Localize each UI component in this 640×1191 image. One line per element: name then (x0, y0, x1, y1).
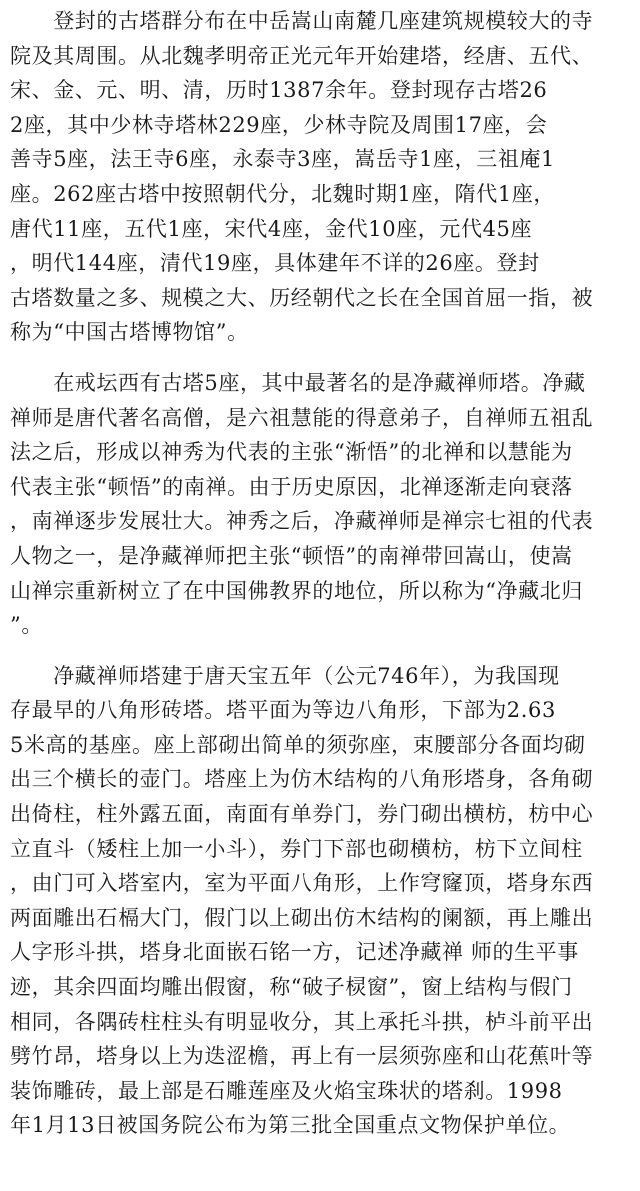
text-line: 座。262座古塔中按照朝代分，北魏时期1座，隋代1座， (10, 181, 556, 206)
text-line: 禅师是唐代著名高僧，是六祖慧能的得意弟子，自禅师五祖乱 (10, 405, 594, 430)
text-line: 相同，各隅砖柱柱头有明显收分，其上承托斗拱，栌斗前平出 (10, 1009, 594, 1034)
text-line: 院及其周围。从北魏孝明帝正光元年开始建塔，经唐、五代、 (10, 43, 594, 68)
text-line: 年1月13日被国务院公布为第三批全国重点文物保护单位。 (10, 1113, 571, 1138)
text-line: ，明代144座，清代19座，具体建年不详的26座。登封 (10, 251, 540, 276)
text-line: 称为“中国古塔博物馆”。 (10, 320, 249, 345)
text-line: 在戒坛西有古塔5座，其中最著名的是净藏禅师塔。净藏 (10, 370, 586, 395)
text-line: 出三个横长的壶门。塔座上为仿木结构的八角形塔身，各角砌 (10, 767, 594, 792)
paragraph-spacer (10, 643, 640, 659)
paragraph-spacer (10, 350, 640, 366)
text-line: 善寺5座，法王寺6座，永泰寺3座，嵩岳寺1座，三祖庵1 (10, 147, 556, 172)
text-line: ”。 (10, 613, 43, 638)
text-line: 出倚柱，柱外露五面，南面有单券门，券门砌出横枋，枋中心 (10, 802, 594, 827)
text-line: 净藏禅师塔建于唐天宝五年（公元746年），为我国现 (10, 663, 560, 688)
paragraph-3 (10, 659, 640, 1143)
text-line: 宋、金、元、明、清，历时1387余年。登封现存古塔26 (10, 78, 548, 103)
text-line: 装饰雕砖，最上部是石雕莲座及火焰宝珠状的塔刹。1998 (10, 1078, 563, 1103)
text-line: 法之后，形成以神秀为代表的主张“渐悟”的北禅和以慧能为 (10, 440, 573, 465)
text-line: 2座，其中少林寺塔林229座，少林寺院及周围17座，会 (10, 112, 548, 137)
text-line: ，南禅逐步发展壮大。神秀之后，净藏禅师是禅宗七祖的代表 (10, 509, 594, 534)
text-line: 5米高的基座。座上部砌出简单的须弥座，束腰部分各面均砌 (10, 732, 586, 757)
paragraph-2 (10, 366, 640, 643)
text-line: 立直斗（矮柱上加一小斗），券门下部也砌横枋，枋下立间柱 (10, 836, 583, 861)
text-line: 代表主张“顿悟”的南禅。由于历史原因，北禅逐渐走向衰落 (10, 474, 573, 499)
text-line: 登封的古塔群分布在中岳嵩山南麓几座建筑规模较大的寺 (10, 9, 594, 33)
text-line: 古塔数量之多、规模之大、历经朝代之长在全国首屈一指，被 (10, 285, 594, 310)
text-line: 两面雕出石槅大门，假门以上砌出仿木结构的阑额，再上雕出 (10, 905, 594, 930)
text-line: 人字形斗拱，塔身北面嵌石铭一方，记述净藏禅 师的生平事 (10, 940, 579, 965)
text-line: 人物之一，是净藏禅师把主张“顿悟”的南禅带回嵩山，使嵩 (10, 543, 573, 568)
text-line: 唐代11座，五代1座，宋代4座，金代10座，元代45座 (10, 216, 533, 241)
paragraph-1 (10, 4, 640, 350)
text-line: ，由门可入塔室内，室为平面八角形，上作穹窿顶，塔身东西 (10, 871, 594, 896)
text-line: 存最早的八角形砖塔。塔平面为等边八角形，下部为2.63 (10, 698, 556, 723)
text-line: 山禅宗重新树立了在中国佛教界的地位，所以称为“净藏北归 (10, 578, 583, 603)
text-line: 劈竹昂，塔身以上为迭涩檐，再上有一层须弥座和山花蕉叶等 (10, 1044, 594, 1069)
text-line: 迹，其余四面均雕出假窗，称“破子棂窗”，窗上结构与假门 (10, 975, 573, 1000)
